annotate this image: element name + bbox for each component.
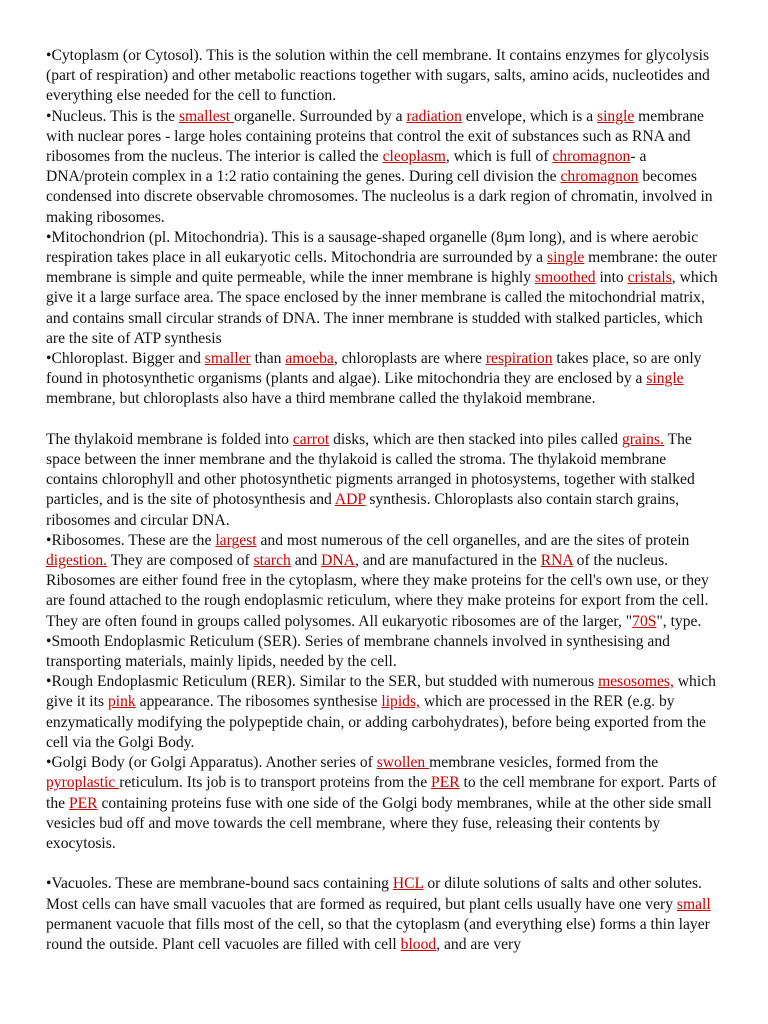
text-run: envelope, which is a [461, 107, 598, 125]
flagged-word: amoeba [285, 350, 334, 368]
flagged-word: starch [253, 552, 291, 570]
flagged-word: grains. [621, 430, 664, 448]
text-run: takes place, so are only found in photosynthetic organisms (plants and algae). Like mitochondria they are enclosed by a [46, 350, 702, 388]
flagged-word: respiration [485, 350, 553, 368]
text-run: , which is full of [445, 148, 553, 166]
text-run: They are composed of [107, 552, 254, 570]
text-run: •Cytoplasm (or Cytosol). This is the solution within the cell membrane. It contains enzymes for glycolysis (part of respiration) and other metabolic reactions together with sugars, salts, amino acids, nucleotides and everything else needed for the cell to function. [46, 47, 710, 105]
flagged-word: digestion. [46, 552, 108, 570]
flagged-word: pyroplastic [46, 774, 120, 792]
body-paragraph [46, 753, 722, 854]
text-run: The space between the inner membrane and the thylakoid is called the stroma. The thylakoid membrane contains chlorophyll and other photosynthetic pigments arranged in photosystems, together with stalked particles, and is the site of photosynthesis and [46, 430, 695, 509]
body-paragraph [46, 632, 722, 672]
text-run: synthesis. Chloroplasts also contain starch grains, ribosomes and circular DNA. [46, 491, 680, 529]
text-run: of the nucleus. Ribosomes are either found free in the cytoplasm, where they make proteins for the cell's own use, or they are found attached to the rough endoplasmic reticulum, where they make proteins for export from the cell. They are often found in groups called polysomes. All eukaryotic ribosomes are of the larger, " [46, 552, 709, 630]
flagged-word: cristals [627, 269, 672, 287]
text-run: •Chloroplast. Bigger and [46, 350, 205, 368]
flagged-word: lipids, [381, 693, 420, 711]
flagged-word: 70S [632, 612, 657, 630]
flagged-word: ADP [334, 491, 366, 509]
flagged-word: chromagnon [552, 148, 631, 166]
text-run: membrane with nuclear pores - large holes containing proteins that control the exit of substances such as RNA and ribosomes from the nucleus. The interior is called the [46, 107, 704, 166]
flagged-word: smaller [204, 350, 251, 368]
text-run: , and are manufactured in the [354, 552, 541, 570]
flagged-word: carrot [292, 430, 330, 448]
flagged-word: single [547, 249, 585, 267]
text-run: , and are very [436, 935, 522, 953]
text-run: which give it its [46, 673, 716, 711]
flagged-word: single [597, 107, 635, 125]
flagged-word: single [646, 370, 684, 388]
text-run: , which give it a large surface area. The space enclosed by the inner membrane is called the mitochondrial matrix, and contains small circular strands of DNA. The inner membrane is studded with stalked particles, which are the site of ATP synthesis [46, 269, 718, 347]
text-run: membrane, but chloroplasts also have a third membrane called the thylakoid membrane. [46, 390, 596, 408]
paragraph-gap [46, 410, 722, 430]
text-run: •Ribosomes. These are the [46, 531, 216, 549]
flagged-word: pink [107, 693, 136, 711]
text-run: permanent vacuole that fills most of the cell, so that the cytoplasm (and everything else) forms a thin layer round the outside. Plant cell vacuoles are filled with cell [46, 915, 710, 953]
flagged-word: largest [215, 531, 257, 549]
text-run: •Mitochondrion (pl. Mitochondria). This is a sausage-shaped organelle (8µm long), and is where aerobic respiration takes place in all eukaryotic cells. Mitochondria are surrounded by a [46, 228, 699, 267]
text-run: •Vacuoles. These are membrane-bound sacs containing [46, 875, 393, 893]
text-run: into [595, 269, 628, 287]
body-paragraph [46, 228, 722, 349]
text-run: The thylakoid membrane is folded into [46, 430, 293, 448]
body-paragraph [46, 672, 722, 753]
flagged-word: radiation [406, 107, 462, 125]
text-run: to the cell membrane for export. Parts of the [46, 774, 717, 812]
text-run: - a DNA/protein complex in a 1:2 ratio containing the genes. During cell division the [46, 148, 647, 186]
text-run: containing proteins fuse with one side of the Golgi body membranes, while at the other side small vesicles bud off and move towards the cell membrane, where they fuse, releasing their contents by exocytosis. [46, 794, 712, 852]
text-run: •Smooth Endoplasmic Reticulum (SER). Series of membrane channels involved in synthesising and transporting materials, mainly lipids, needed by the cell. [46, 632, 670, 671]
text-run: •Rough Endoplasmic Reticulum (RER). Similar to the SER, but studded with numerous [46, 673, 599, 691]
flagged-word: smallest [178, 107, 234, 125]
flagged-word: PER [431, 774, 460, 792]
body-paragraph [46, 430, 722, 531]
text-run: , chloroplasts are where [333, 350, 486, 368]
body-paragraph [46, 531, 722, 632]
document-page [46, 46, 722, 955]
text-run: and [290, 552, 322, 570]
text-run: membrane: the outer membrane is simple and quite permeable, while the inner membrane is highly [46, 249, 718, 287]
text-run: than [250, 350, 286, 368]
text-run: or dilute solutions of salts and other solutes. Most cells can have small vacuoles that are formed as required, but plant cells usually have one very [46, 875, 702, 913]
text-run: reticulum. Its job is to transport proteins from the [119, 774, 432, 792]
text-run: and most numerous of the cell organelles, and are the sites of protein [256, 531, 690, 549]
flagged-word: HCL [392, 875, 424, 893]
flagged-word: small [676, 895, 711, 913]
text-run: becomes condensed into discrete observable chromosomes. The nucleolus is a dark region of chromatin, involved in making ribosomes. [46, 168, 713, 226]
flagged-word: blood [400, 935, 437, 953]
flagged-word: DNA [321, 552, 355, 570]
text-run: disks, which are then stacked into piles called [329, 430, 622, 448]
body-paragraph [46, 46, 722, 107]
body-paragraph [46, 874, 722, 955]
flagged-word: PER [68, 794, 98, 812]
flagged-word: chromagnon [560, 168, 639, 186]
flagged-word: mesosomes, [598, 673, 674, 691]
flagged-word: swollen [376, 754, 430, 772]
text-run: ", type. [656, 612, 702, 630]
paragraph-gap [46, 854, 722, 874]
text-run: which are processed in the RER (e.g. by enzymatically modifying the polypeptide chain, or adding carbohydrates), before being exported from the cell via the Golgi Body. [46, 693, 706, 751]
body-paragraph [46, 107, 722, 228]
flagged-word: cleoplasm [382, 148, 446, 166]
text-run: •Golgi Body (or Golgi Apparatus). Another series of [46, 754, 377, 772]
text-run: •Nucleus. This is the [46, 107, 179, 125]
flagged-word: smoothed [534, 269, 596, 287]
body-paragraph [46, 349, 722, 410]
text-run: appearance. The ribosomes synthesise [135, 693, 382, 711]
text-run: organelle. Surrounded by a [233, 107, 407, 125]
text-run: membrane vesicles, formed from the [429, 754, 659, 772]
flagged-word: RNA [540, 552, 573, 570]
